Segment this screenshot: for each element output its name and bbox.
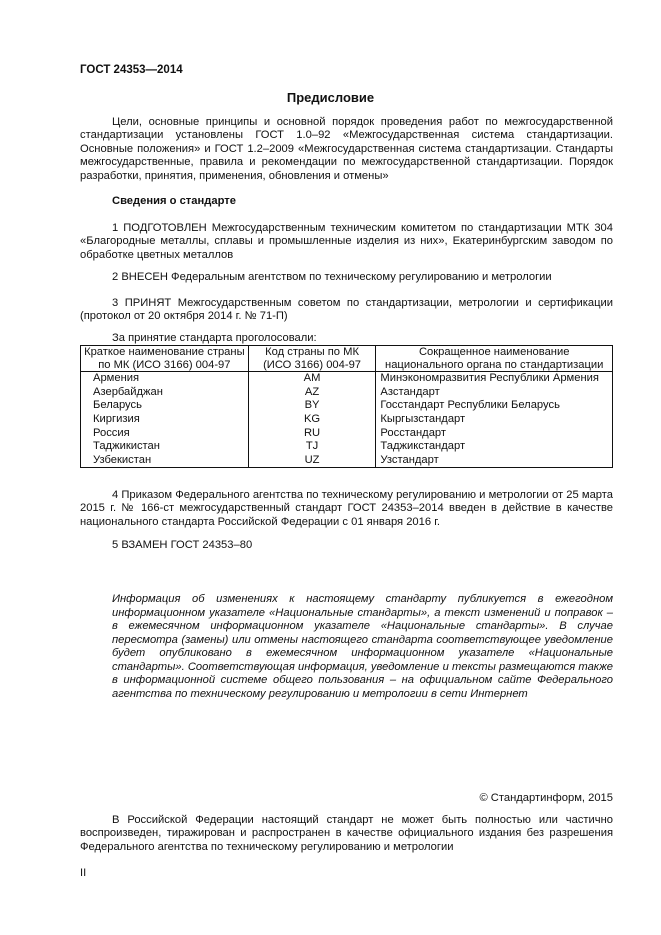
header-country-code: Код страны по МК (ИСО 3166) 004-97 <box>248 346 376 372</box>
table-row <box>81 440 613 454</box>
country-name-cell: Киргизия <box>81 413 249 427</box>
country-name-cell: Россия <box>81 427 249 441</box>
standards-body-cell: Узстандарт <box>376 454 613 468</box>
standards-body-cell: Азстандарт <box>376 386 613 400</box>
page-number: II <box>80 867 87 879</box>
country-name-cell: Азербайджан <box>81 386 249 400</box>
table-row <box>81 413 613 427</box>
table-row <box>81 399 613 413</box>
table-row <box>81 386 613 400</box>
table-header-row <box>81 346 613 372</box>
changes-info-notice: Информация об изменениях к настоящему стандарту публикуется в ежегодном информационном указателе «Национальные стандарты», а текст изменений и поправок – в ежемесячном информационном указателе «Национальные стандарты». В случае пересмотра (замены) или отмены настоящего стандарта соответствующее уведомление будет опубликовано в ежемесячном информационном указателе «Национальные стандарты». Соответствующая информация, уведомление и тексты размещаются также в информационной системе общего пользования – на официальном сайте Федерального агентства по техническому регулированию и метрологии в сети Интернет <box>112 593 613 700</box>
item-2-paragraph: 2 ВНЕСЕН Федеральным агентством по техническому регулированию и метрологии <box>112 271 552 283</box>
table-row <box>81 372 613 386</box>
country-code-cell: RU <box>248 427 376 441</box>
voting-table <box>80 345 613 468</box>
page-title: Предисловие <box>286 90 375 105</box>
section-heading: Сведения о стандарте <box>112 195 236 207</box>
item-3-paragraph: 3 ПРИНЯТ Межгосударственным советом по стандартизации, метрологии и сертификации (протокол от 20 октября 2014 г. № 71-П) <box>80 297 613 323</box>
standards-body-cell: Кыргызстандарт <box>376 413 613 427</box>
header-standards-body: Сокращенное наименование национального органа по стандартизации <box>376 346 613 372</box>
table-row <box>81 427 613 441</box>
standards-body-cell: Росстандарт <box>376 427 613 441</box>
item-4-paragraph: 4 Приказом Федерального агентства по техническому регулированию и метрологии от 25 марта 2015 г. № 166-ст межгосударственный стандарт ГОСТ 24353–2014 введен в действие в качестве национального стандарта Российской Федерации с 01 января 2016 г. <box>80 489 613 528</box>
country-code-cell: AZ <box>248 386 376 400</box>
vote-caption: За принятие стандарта проголосовали: <box>112 332 317 344</box>
item-5-paragraph: 5 ВЗАМЕН ГОСТ 24353–80 <box>112 539 253 551</box>
legal-notice: В Российской Федерации настоящий стандарт не может быть полностью или частично воспроизведен, тиражирован и распространен в качестве официального издания без разрешения Федерального агентства по техническому регулированию и метрологии <box>80 814 613 853</box>
country-code-cell: TJ <box>248 440 376 454</box>
standards-body-cell: Госстандарт Республики Беларусь <box>376 399 613 413</box>
header-country-name: Краткое наименование страны по МК (ИСО 3166) 004-97 <box>81 346 249 372</box>
country-name-cell: Беларусь <box>81 399 249 413</box>
item-1-paragraph: 1 ПОДГОТОВЛЕН Межгосударственным техническим комитетом по стандартизации МТК 304 «Благородные металлы, сплавы и промышленные изделия из них», Екатеринбургским заводом по обработке цветных металлов <box>80 222 613 261</box>
country-code-cell: BY <box>248 399 376 413</box>
document-id: ГОСТ 24353—2014 <box>80 64 183 76</box>
country-code-cell: AM <box>248 372 376 386</box>
country-code-cell: UZ <box>248 454 376 468</box>
country-code-cell: KG <box>248 413 376 427</box>
country-name-cell: Узбекистан <box>81 454 249 468</box>
standards-body-cell: Минэкономразвития Республики Армения <box>376 372 613 386</box>
country-name-cell: Армения <box>81 372 249 386</box>
intro-paragraph: Цели, основные принципы и основной порядок проведения работ по межгосударственной стандартизации установлены ГОСТ 1.0–92 «Межгосударственная система стандартизации. Основные положения» и ГОСТ 1.2–2009 «Межгосударственная система стандартизации. Стандарты межгосударственные, правила и рекомендации по межгосударственной стандартизации. Порядок разработки, принятия, применения, обновления и отмены» <box>80 116 613 182</box>
table-row <box>81 454 613 468</box>
standards-body-cell: Таджикстандарт <box>376 440 613 454</box>
country-name-cell: Таджикистан <box>81 440 249 454</box>
copyright-notice: © Стандартинформ, 2015 <box>479 792 613 804</box>
